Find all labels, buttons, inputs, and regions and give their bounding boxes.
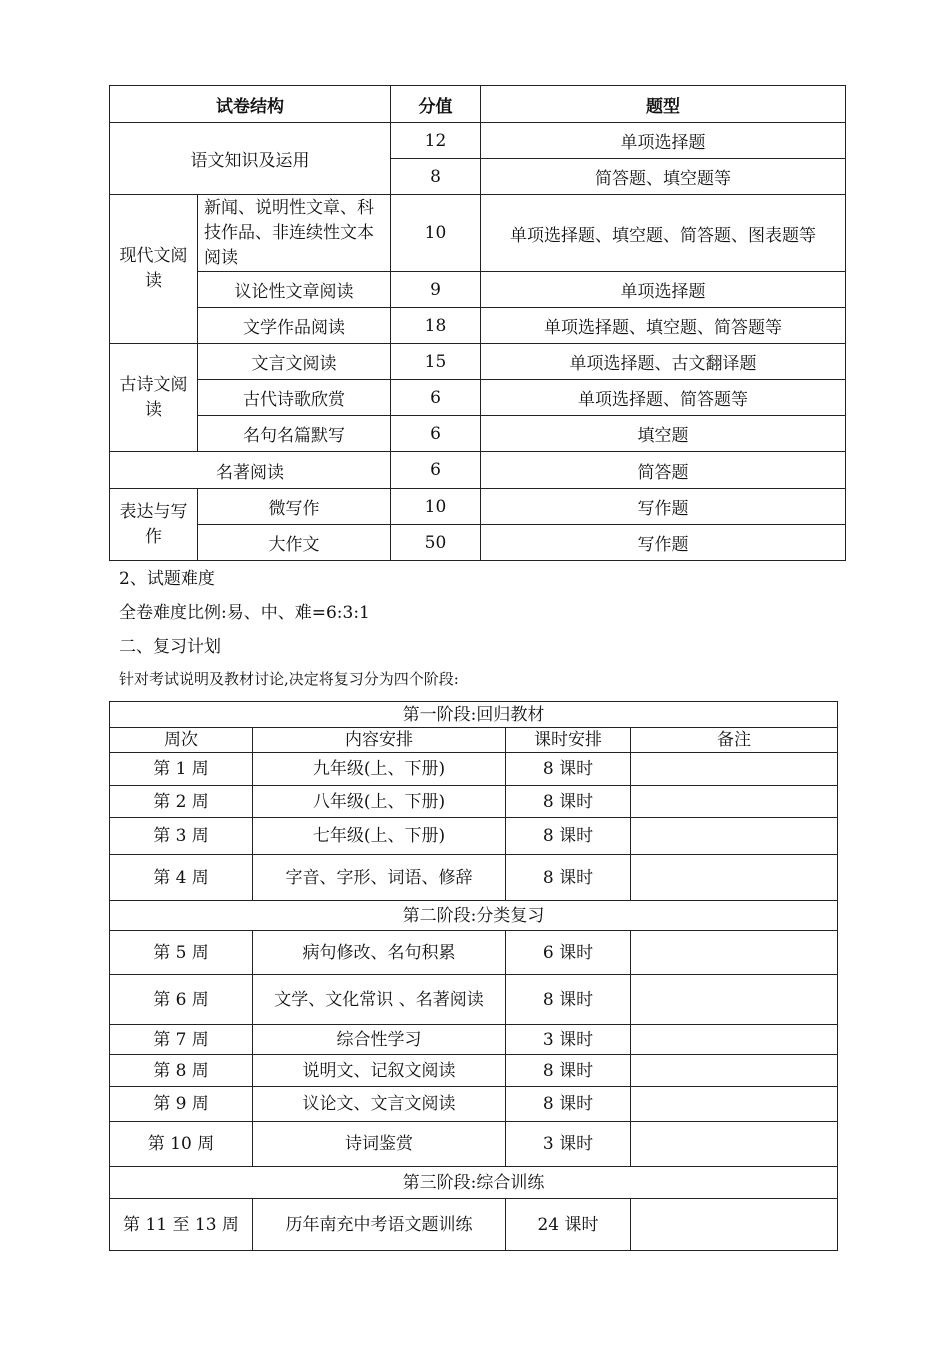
score-cell: 50	[391, 525, 481, 561]
stage-title: 第一阶段:回归教材	[110, 702, 838, 728]
week-cell: 第 10 周	[110, 1122, 253, 1167]
content-cell: 历年南充中考语文题训练	[253, 1199, 506, 1251]
table-row	[110, 1122, 838, 1167]
hours-cell: 8 课时	[506, 786, 631, 818]
item-cell: 新闻、说明性文章、科技作品、非连续性文本阅读	[198, 195, 391, 272]
table-row	[110, 272, 846, 308]
stage-title: 第三阶段:综合训练	[110, 1167, 838, 1199]
group-knowledge: 语文知识及运用	[110, 123, 391, 195]
hours-cell: 24 课时	[506, 1199, 631, 1251]
type-cell: 写作题	[481, 525, 846, 561]
table-row	[110, 1055, 838, 1087]
hours-cell: 8 课时	[506, 818, 631, 855]
item-cell: 文学作品阅读	[198, 308, 391, 344]
table-row	[110, 195, 846, 272]
item-cell: 议论性文章阅读	[198, 272, 391, 308]
exam-structure-table	[109, 85, 846, 561]
week-cell: 第 3 周	[110, 818, 253, 855]
group-classics: 名著阅读	[110, 452, 391, 489]
type-cell: 单项选择题、古文翻译题	[481, 344, 846, 380]
content-cell: 文学、文化常识 、名著阅读	[253, 975, 506, 1025]
table-row	[110, 1087, 838, 1122]
header-content: 内容安排	[253, 728, 506, 753]
score-cell: 8	[391, 159, 481, 195]
stage-title: 第二阶段:分类复习	[110, 901, 838, 931]
note-cell	[631, 753, 838, 786]
table-row	[110, 123, 846, 159]
table-row	[110, 525, 846, 561]
header-score: 分值	[391, 86, 481, 123]
header-hours: 课时安排	[506, 728, 631, 753]
table-row	[110, 380, 846, 416]
content-cell: 议论文、文言文阅读	[253, 1087, 506, 1122]
table-row	[110, 452, 846, 489]
content-cell: 诗词鉴赏	[253, 1122, 506, 1167]
header-note: 备注	[631, 728, 838, 753]
content-cell: 字音、字形、词语、修辞	[253, 855, 506, 901]
score-cell: 6	[391, 380, 481, 416]
hours-cell: 8 课时	[506, 753, 631, 786]
week-cell: 第 7 周	[110, 1025, 253, 1055]
content-cell: 八年级(上、下册)	[253, 786, 506, 818]
note-cell	[631, 975, 838, 1025]
table-row	[110, 855, 838, 901]
week-cell: 第 5 周	[110, 931, 253, 975]
score-cell: 18	[391, 308, 481, 344]
content-cell: 七年级(上、下册)	[253, 818, 506, 855]
table-row	[110, 818, 838, 855]
score-cell: 10	[391, 489, 481, 525]
content-cell: 九年级(上、下册)	[253, 753, 506, 786]
note-cell	[631, 786, 838, 818]
score-cell: 12	[391, 123, 481, 159]
content-cell: 综合性学习	[253, 1025, 506, 1055]
week-cell: 第 2 周	[110, 786, 253, 818]
note-cell	[631, 818, 838, 855]
hours-cell: 3 课时	[506, 1025, 631, 1055]
table-row	[110, 344, 846, 380]
score-cell: 10	[391, 195, 481, 272]
type-cell: 单项选择题、简答题等	[481, 380, 846, 416]
stage-title-row	[110, 1167, 838, 1199]
review-plan-table	[109, 701, 838, 1251]
note-cell	[631, 1087, 838, 1122]
hours-cell: 8 课时	[506, 855, 631, 901]
note-cell	[631, 1199, 838, 1251]
item-cell: 名句名篇默写	[198, 416, 391, 452]
type-cell: 写作题	[481, 489, 846, 525]
item-cell: 微写作	[198, 489, 391, 525]
week-cell: 第 1 周	[110, 753, 253, 786]
type-cell: 单项选择题、填空题、简答题等	[481, 308, 846, 344]
table-row	[110, 308, 846, 344]
hours-cell: 8 课时	[506, 975, 631, 1025]
content-cell: 说明文、记叙文阅读	[253, 1055, 506, 1087]
header-structure: 试卷结构	[110, 86, 391, 123]
score-cell: 15	[391, 344, 481, 380]
group-expression: 表达与写作	[110, 489, 198, 561]
type-cell: 填空题	[481, 416, 846, 452]
type-cell: 单项选择题	[481, 123, 846, 159]
hours-cell: 8 课时	[506, 1055, 631, 1087]
hours-cell: 6 课时	[506, 931, 631, 975]
score-cell: 9	[391, 272, 481, 308]
table-header-row	[110, 728, 838, 753]
table-header-row	[110, 86, 846, 123]
item-cell: 大作文	[198, 525, 391, 561]
table-row	[110, 786, 838, 818]
note-cell	[631, 855, 838, 901]
item-cell: 古代诗歌欣赏	[198, 380, 391, 416]
table-row	[110, 1199, 838, 1251]
header-week: 周次	[110, 728, 253, 753]
table-row	[110, 753, 838, 786]
week-cell: 第 8 周	[110, 1055, 253, 1087]
group-modern: 现代文阅读	[110, 195, 198, 344]
note-cell	[631, 931, 838, 975]
week-cell: 第 6 周	[110, 975, 253, 1025]
type-cell: 简答题、填空题等	[481, 159, 846, 195]
table-row	[110, 1025, 838, 1055]
table-row	[110, 416, 846, 452]
table-row	[110, 931, 838, 975]
note-cell	[631, 1025, 838, 1055]
type-cell: 单项选择题、填空题、简答题、图表题等	[481, 195, 846, 272]
hours-cell: 8 课时	[506, 1087, 631, 1122]
week-cell: 第 9 周	[110, 1087, 253, 1122]
note-cell	[631, 1055, 838, 1087]
type-cell: 单项选择题	[481, 272, 846, 308]
plan-intro: 针对考试说明及教材讨论,决定将复习分为四个阶段:	[119, 670, 459, 688]
hours-cell: 3 课时	[506, 1122, 631, 1167]
table-row	[110, 489, 846, 525]
week-cell: 第 4 周	[110, 855, 253, 901]
content-cell: 病句修改、名句积累	[253, 931, 506, 975]
group-ancient: 古诗文阅读	[110, 344, 198, 452]
type-cell: 简答题	[481, 452, 846, 489]
score-cell: 6	[391, 416, 481, 452]
week-cell: 第 11 至 13 周	[110, 1199, 253, 1251]
difficulty-heading: 2、试题难度	[119, 569, 215, 589]
item-cell: 文言文阅读	[198, 344, 391, 380]
header-type: 题型	[481, 86, 846, 123]
score-cell: 6	[391, 452, 481, 489]
stage-title-row	[110, 702, 838, 728]
stage-title-row	[110, 901, 838, 931]
plan-heading: 二、复习计划	[119, 637, 221, 657]
difficulty-ratio: 全卷难度比例:易、中、难=6:3:1	[119, 603, 370, 623]
note-cell	[631, 1122, 838, 1167]
table-row	[110, 975, 838, 1025]
